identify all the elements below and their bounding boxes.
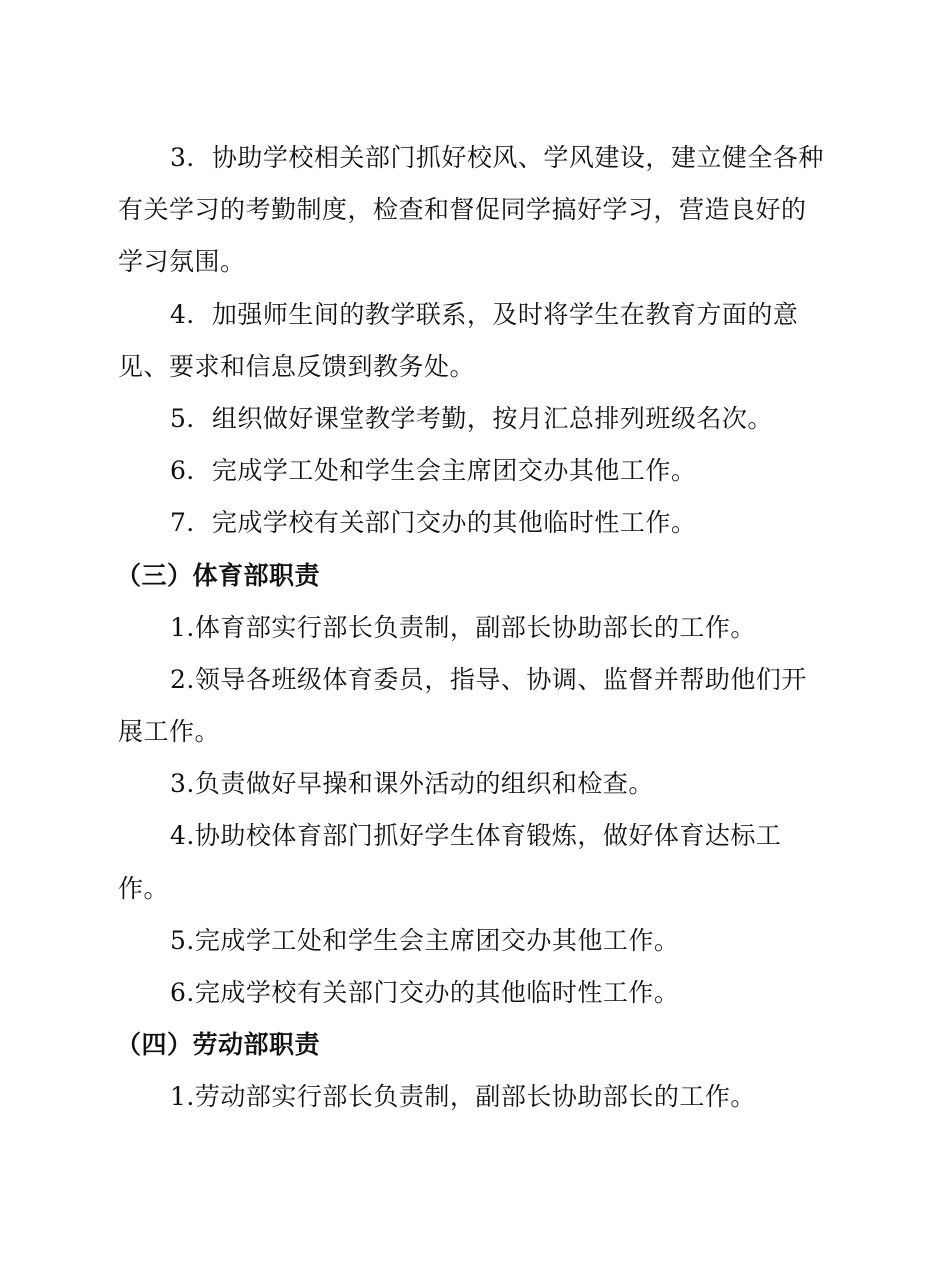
paragraph-line: 6.完成学校有关部门交办的其他临时性工作。 bbox=[170, 978, 680, 1007]
document-page bbox=[118, 132, 834, 1124]
paragraph-line: 2.领导各班级体育委员，指导、协调、监督并帮助他们开 bbox=[170, 664, 807, 694]
paragraph-line: 7．完成学校有关部门交办的其他临时性工作。 bbox=[170, 508, 697, 538]
paragraph-line: 作。 bbox=[118, 873, 170, 903]
paragraph-line: 4.协助校体育部门抓好学生体育锻炼，做好体育达标工 bbox=[170, 821, 782, 851]
paragraph-line: 6．完成学工处和学生会主席团交办其他工作。 bbox=[170, 456, 697, 486]
section-heading: （四）劳动部职责 bbox=[116, 1030, 321, 1060]
paragraph-line: 5．组织做好课堂教学考勤，按月汇总排列班级名次。 bbox=[170, 403, 773, 433]
paragraph-line: 学习氛围。 bbox=[118, 247, 246, 277]
section-heading: （三）体育部职责 bbox=[116, 560, 321, 590]
paragraph-line: 4．加强师生间的教学联系，及时将学生在教育方面的意 bbox=[170, 299, 799, 329]
paragraph-line: 展工作。 bbox=[118, 717, 221, 747]
paragraph-line: 3．协助学校相关部门抓好校风、学风建设，建立健全各种 bbox=[170, 143, 824, 172]
paragraph-line: 见、要求和信息反馈到教务处。 bbox=[118, 351, 476, 381]
paragraph-line: 5.完成学工处和学生会主席团交办其他工作。 bbox=[170, 925, 680, 955]
paragraph-line: 有关学习的考勤制度，检查和督促同学搞好学习，营造良好的 bbox=[118, 195, 807, 225]
paragraph-line: 1.体育部实行部长负责制，副部长协助部长的工作。 bbox=[170, 612, 756, 642]
paragraph-line: 1.劳动部实行部长负责制，副部长协助部长的工作。 bbox=[170, 1082, 756, 1112]
paragraph-line: 3.负责做好早操和课外活动的组织和检查。 bbox=[170, 769, 654, 799]
